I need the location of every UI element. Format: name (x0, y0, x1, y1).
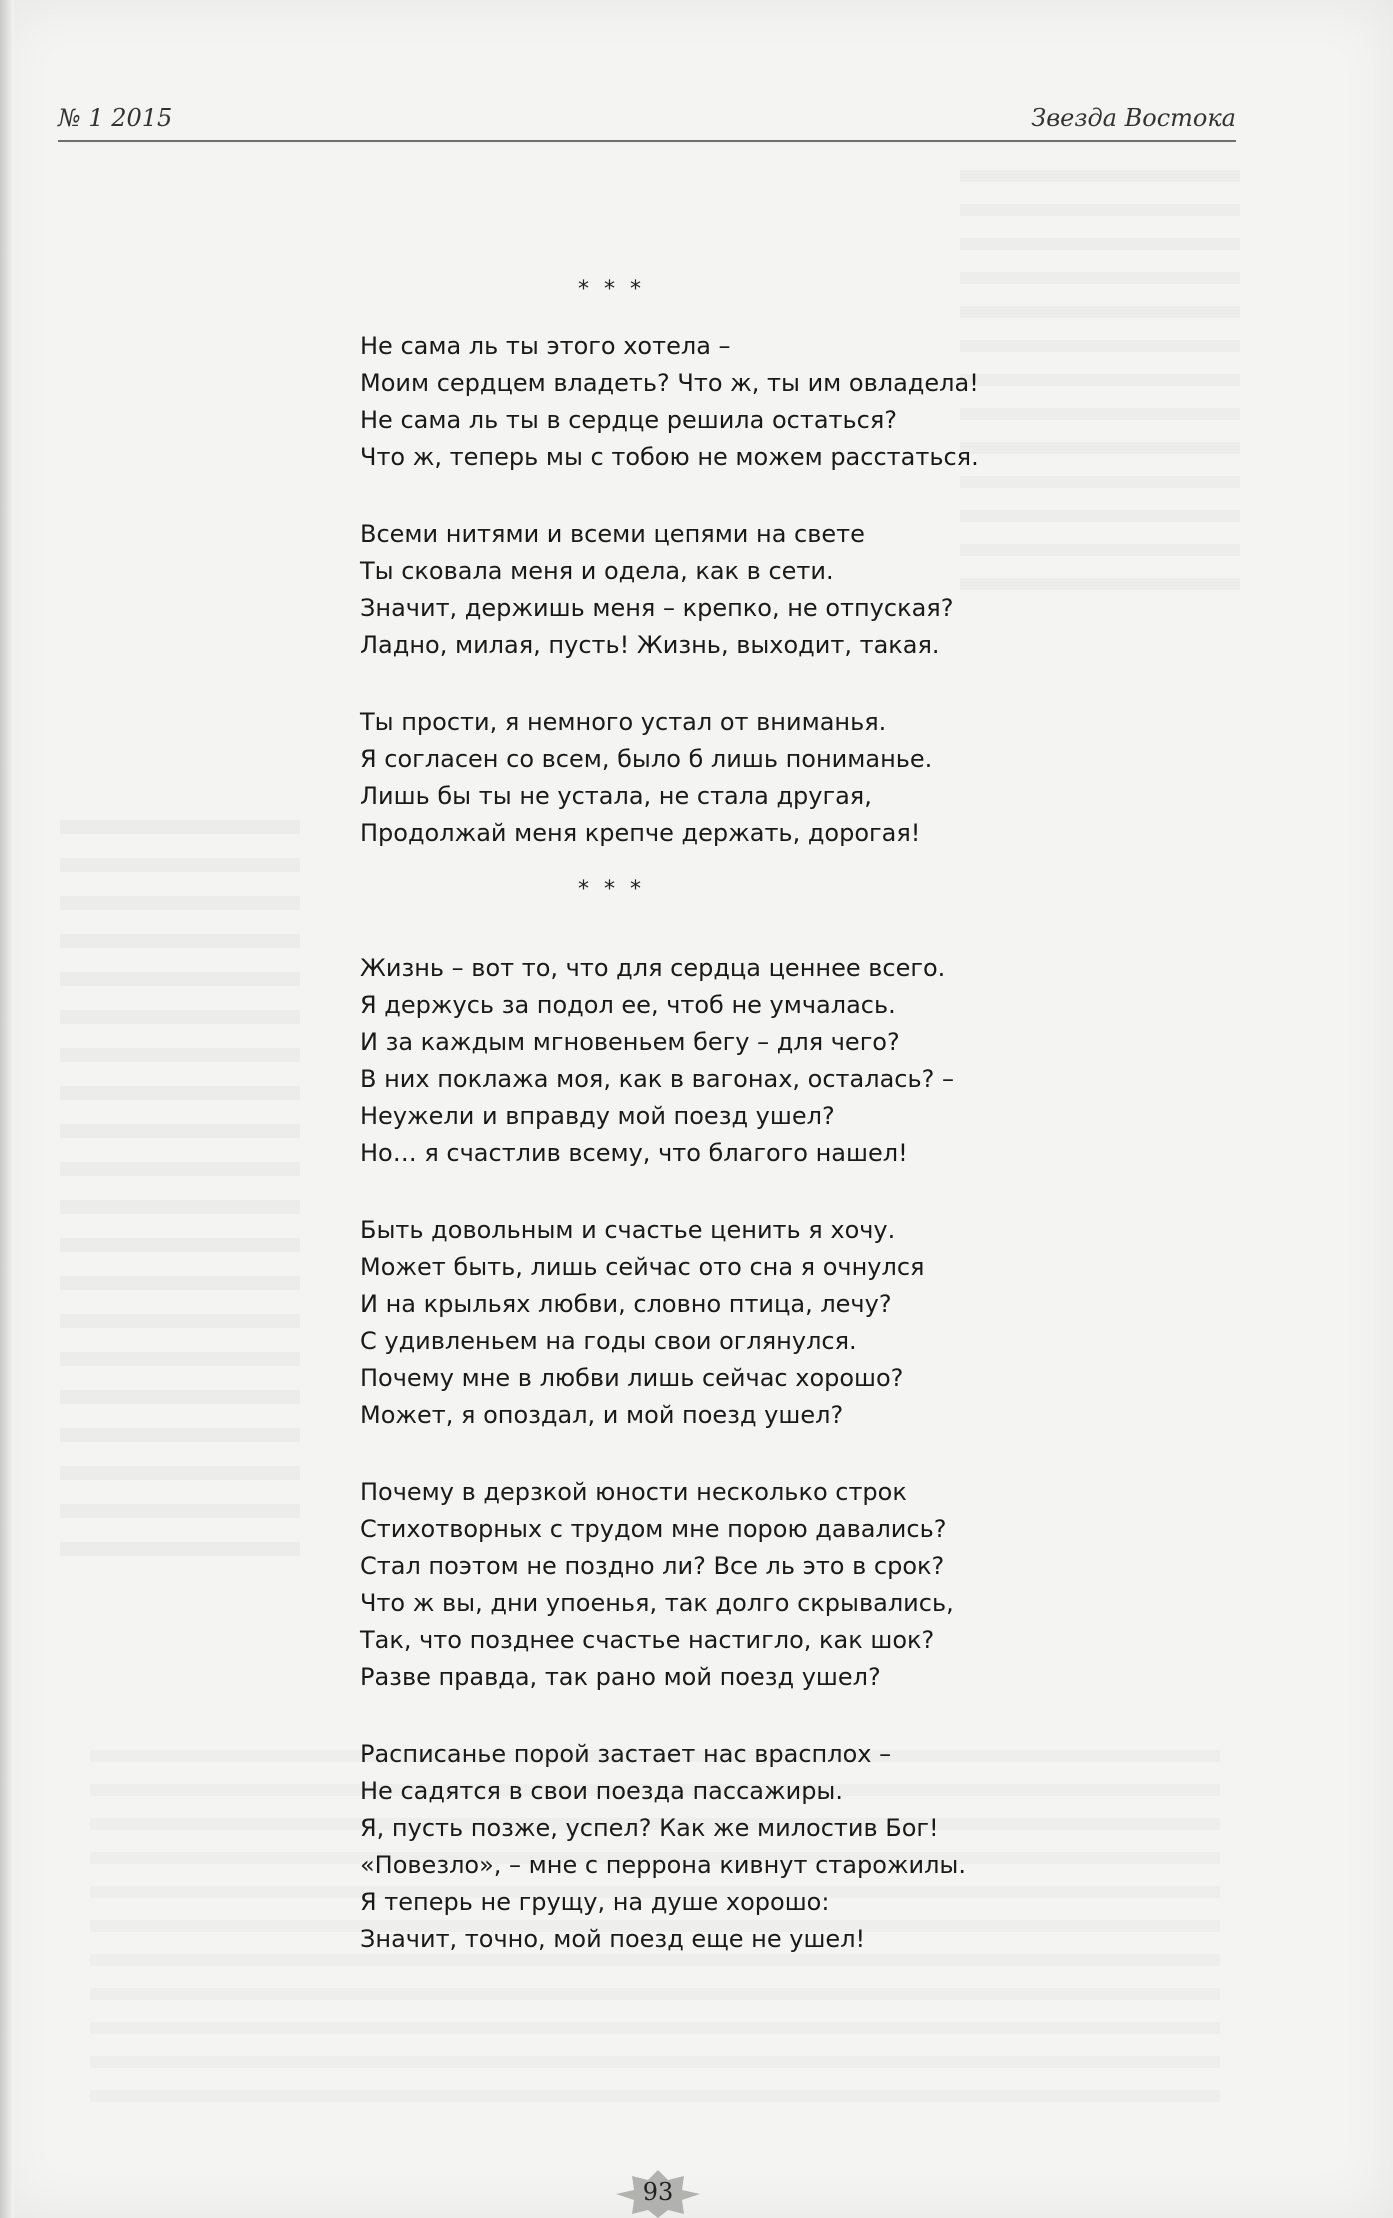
poem-line: И на крыльях любви, словно птица, лечу? (360, 1290, 892, 1318)
poem-line: Неужели и вправду мой поезд ушел? (360, 1102, 835, 1130)
poem-line: Значит, держишь меня – крепко, не отпуская? (360, 594, 954, 622)
poem-line: В них поклажа моя, как в вагонах, осталась? – (360, 1065, 954, 1093)
journal-title: Звезда Востока (1031, 104, 1236, 132)
poem-line: Но… я счастлив всему, что благого нашел! (360, 1139, 908, 1167)
page-number: 93 (642, 2178, 674, 2206)
poem-line: Может, я опоздал, и мой поезд ушел? (360, 1401, 844, 1429)
poem1-stanza-2 (360, 516, 1100, 664)
poem-line: Жизнь – вот то, что для сердца ценнее всего. (360, 954, 946, 982)
poem-line: Ладно, милая, пусть! Жизнь, выходит, такая. (360, 631, 940, 659)
poem-line: Почему мне в любви лишь сейчас хорошо? (360, 1364, 904, 1392)
poem-line: Я, пусть позже, успел? Как же милостив Бог! (360, 1814, 939, 1842)
poem-line: «Повезло», – мне с перрона кивнут старожилы. (360, 1851, 967, 1879)
poem-line: Быть довольным и счастье ценить я хочу. (360, 1216, 896, 1244)
poem-line: Я держусь за подол ее, чтоб не умчалась. (360, 991, 896, 1019)
poem-separator: * * * (578, 277, 645, 302)
poem-line: Значит, точно, мой поезд еще не ушел! (360, 1925, 866, 1953)
poem2-stanza-1 (360, 950, 1100, 1172)
poem-line: Всеми нитями и всеми цепями на свете (360, 520, 865, 548)
poem-line: Не сама ль ты этого хотела – (360, 332, 731, 360)
page-number-badge (616, 2170, 700, 2218)
poems-column (360, 270, 1100, 1958)
poem-line: Моим сердцем владеть? Что ж, ты им овладела! (360, 369, 979, 397)
poem-line: Почему в дерзкой юности несколько строк (360, 1478, 907, 1506)
poem2-stanza-4 (360, 1736, 1100, 1958)
poem-line: Стихотворных с трудом мне порою давались? (360, 1515, 947, 1543)
poem-line: Так, что позднее счастье настигло, как шок? (360, 1626, 935, 1654)
poem-line: Не сама ль ты в сердце решила остаться? (360, 406, 898, 434)
poem2-stanza-3 (360, 1474, 1100, 1696)
poem-line: Лишь бы ты не устала, не стала другая, (360, 782, 872, 810)
poem-line: С удивленьем на годы свои оглянулся. (360, 1327, 857, 1355)
poem-line: Что ж, теперь мы с тобою не можем расстаться. (360, 443, 979, 471)
running-header (58, 98, 1236, 138)
poem-line: Не садятся в свои поезда пассажиры. (360, 1777, 843, 1805)
poem-line: Что ж вы, дни упоенья, так долго скрывались, (360, 1589, 954, 1617)
poem-line: Я согласен со всем, было б лишь пониманье. (360, 745, 933, 773)
poem-line: Ты прости, я немного устал от вниманья. (360, 708, 887, 736)
poem-line: Стал поэтом не поздно ли? Все ль это в срок? (360, 1552, 945, 1580)
poem-line: Может быть, лишь сейчас ото сна я очнулся (360, 1253, 925, 1281)
poem-line: Разве правда, так рано мой поезд ушел? (360, 1663, 881, 1691)
poem-line: Продолжай меня крепче держать, дорогая! (360, 819, 921, 847)
poem-line: Ты сковала меня и одела, как в сети. (360, 557, 834, 585)
page-edge-shadow (0, 0, 14, 2218)
issue-number: № 1 2015 (58, 104, 173, 132)
poem-line: И за каждым мгновеньем бегу – для чего? (360, 1028, 900, 1056)
poem1-stanza-1 (360, 328, 1100, 476)
poem1-stanza-3 (360, 704, 1100, 852)
poem-separator: * * * (578, 877, 645, 902)
poem-line: Расписанье порой застает нас врасплох – (360, 1740, 892, 1768)
poem-line: Я теперь не грущу, на душе хорошо: (360, 1888, 830, 1916)
header-rule (58, 140, 1236, 142)
bleed-through-block-left (60, 820, 300, 1580)
poem2-stanza-2 (360, 1212, 1100, 1434)
